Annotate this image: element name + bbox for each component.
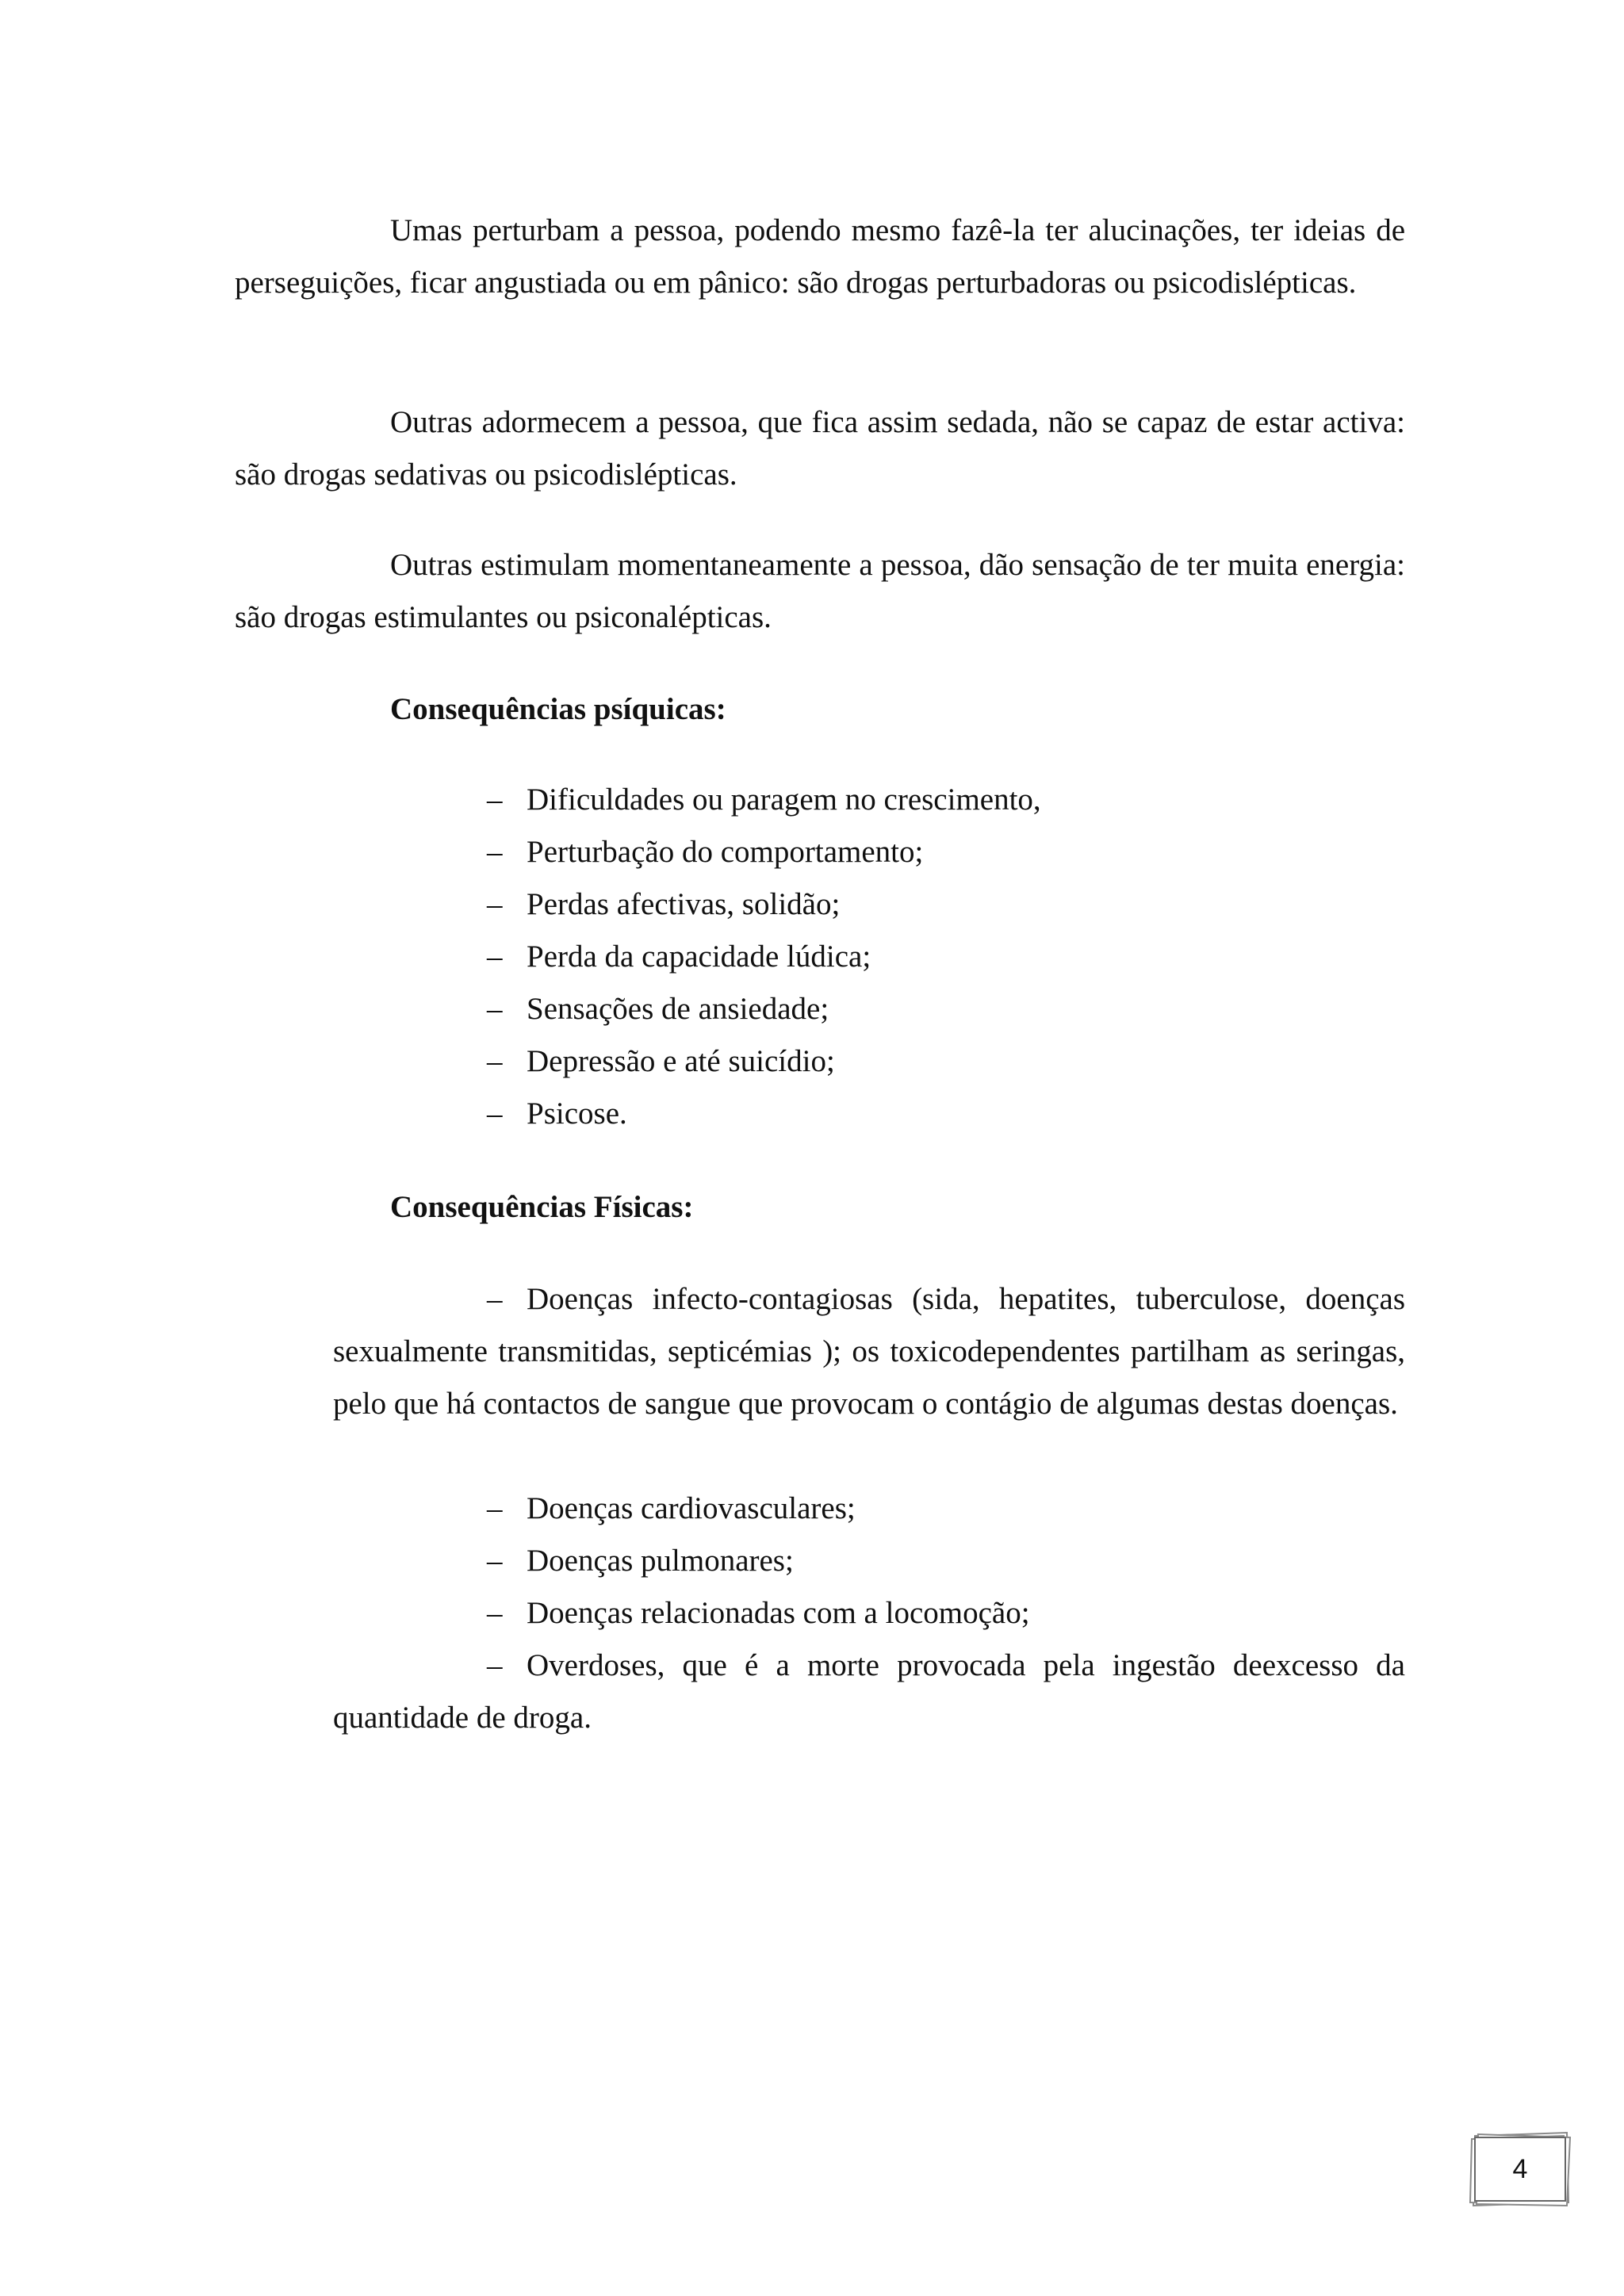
dash-bullet: –: [487, 1648, 503, 1682]
list-item-text: Overdoses, que é a morte provocada pela ingestão deexcesso da quantidade de droga.: [333, 1648, 1405, 1735]
paragraph-perturbadoras: Umas perturbam a pessoa, podendo mesmo fazê-la ter alucinações, ter ideias de perseguições, ficar angustiada ou em pânico: são drogas perturbadoras ou psicodislépticas.: [235, 213, 1405, 300]
list-item-text: Perda da capacidade lúdica;: [527, 939, 871, 974]
psychic-consequences-list: [487, 774, 1041, 1140]
list-item-text: Doenças cardiovasculares;: [527, 1491, 856, 1525]
dash-bullet: –: [487, 992, 503, 1026]
heading-psychic-consequences: Consequências psíquicas:: [390, 692, 726, 726]
list-item: [487, 983, 1041, 1035]
dash-bullet: –: [487, 1491, 503, 1525]
list-item: [487, 1587, 1030, 1640]
list-item: [487, 1535, 1030, 1587]
list-item-text: Dificuldades ou paragem no crescimento,: [527, 783, 1041, 817]
list-item-text: Perturbação do comportamento;: [527, 835, 924, 869]
list-item-text: Psicose.: [527, 1096, 627, 1131]
paragraph-estimulantes: Outras estimulam momentaneamente a pessoa, dão sensação de ter muita energia: são drogas estimulantes ou psiconalépticas.: [235, 548, 1405, 634]
list-item-text: Doenças relacionadas com a locomoção;: [527, 1596, 1030, 1630]
list-item-text: Doenças infecto-contagiosas (sida, hepatites, tuberculose, doenças sexualmente transmitidas, septicémias ); os toxicodependentes partilham as seringas, pelo que há contactos de sangue que provocam o contágio de algumas destas doenças.: [333, 1282, 1405, 1421]
list-item-text: Doenças pulmonares;: [527, 1544, 794, 1578]
heading-physical-consequences: Consequências Físicas:: [390, 1190, 694, 1224]
page-number-box: [1469, 2131, 1572, 2207]
list-item-text: Depressão e até suicídio;: [527, 1044, 835, 1078]
list-item: [487, 1483, 1030, 1535]
dash-bullet: –: [487, 887, 503, 921]
list-item: [487, 931, 1041, 983]
list-item-text: Sensações de ansiedade;: [527, 992, 829, 1026]
dash-bullet: –: [487, 783, 503, 817]
dash-bullet: –: [487, 1044, 503, 1078]
dash-bullet: –: [487, 1544, 503, 1578]
dash-bullet: –: [487, 835, 503, 869]
dash-bullet: –: [487, 939, 503, 974]
list-item: [487, 878, 1041, 931]
physical-item-infecto-contagiosas: [333, 1273, 1405, 1430]
dash-bullet: –: [487, 1282, 503, 1316]
physical-item-overdoses: [333, 1640, 1405, 1744]
physical-consequences-list: [487, 1483, 1030, 1640]
list-item: [487, 826, 1041, 878]
list-item: [487, 1088, 1041, 1140]
dash-bullet: –: [487, 1096, 503, 1131]
dash-bullet: –: [487, 1596, 503, 1630]
list-item-text: Perdas afectivas, solidão;: [527, 887, 841, 921]
list-item: [487, 774, 1041, 826]
paragraph-sedativas: Outras adormecem a pessoa, que fica assim sedada, não se capaz de estar activa: são drogas sedativas ou psicodislépticas.: [235, 405, 1405, 492]
list-item: [487, 1035, 1041, 1088]
page-number: 4: [1512, 2154, 1528, 2184]
